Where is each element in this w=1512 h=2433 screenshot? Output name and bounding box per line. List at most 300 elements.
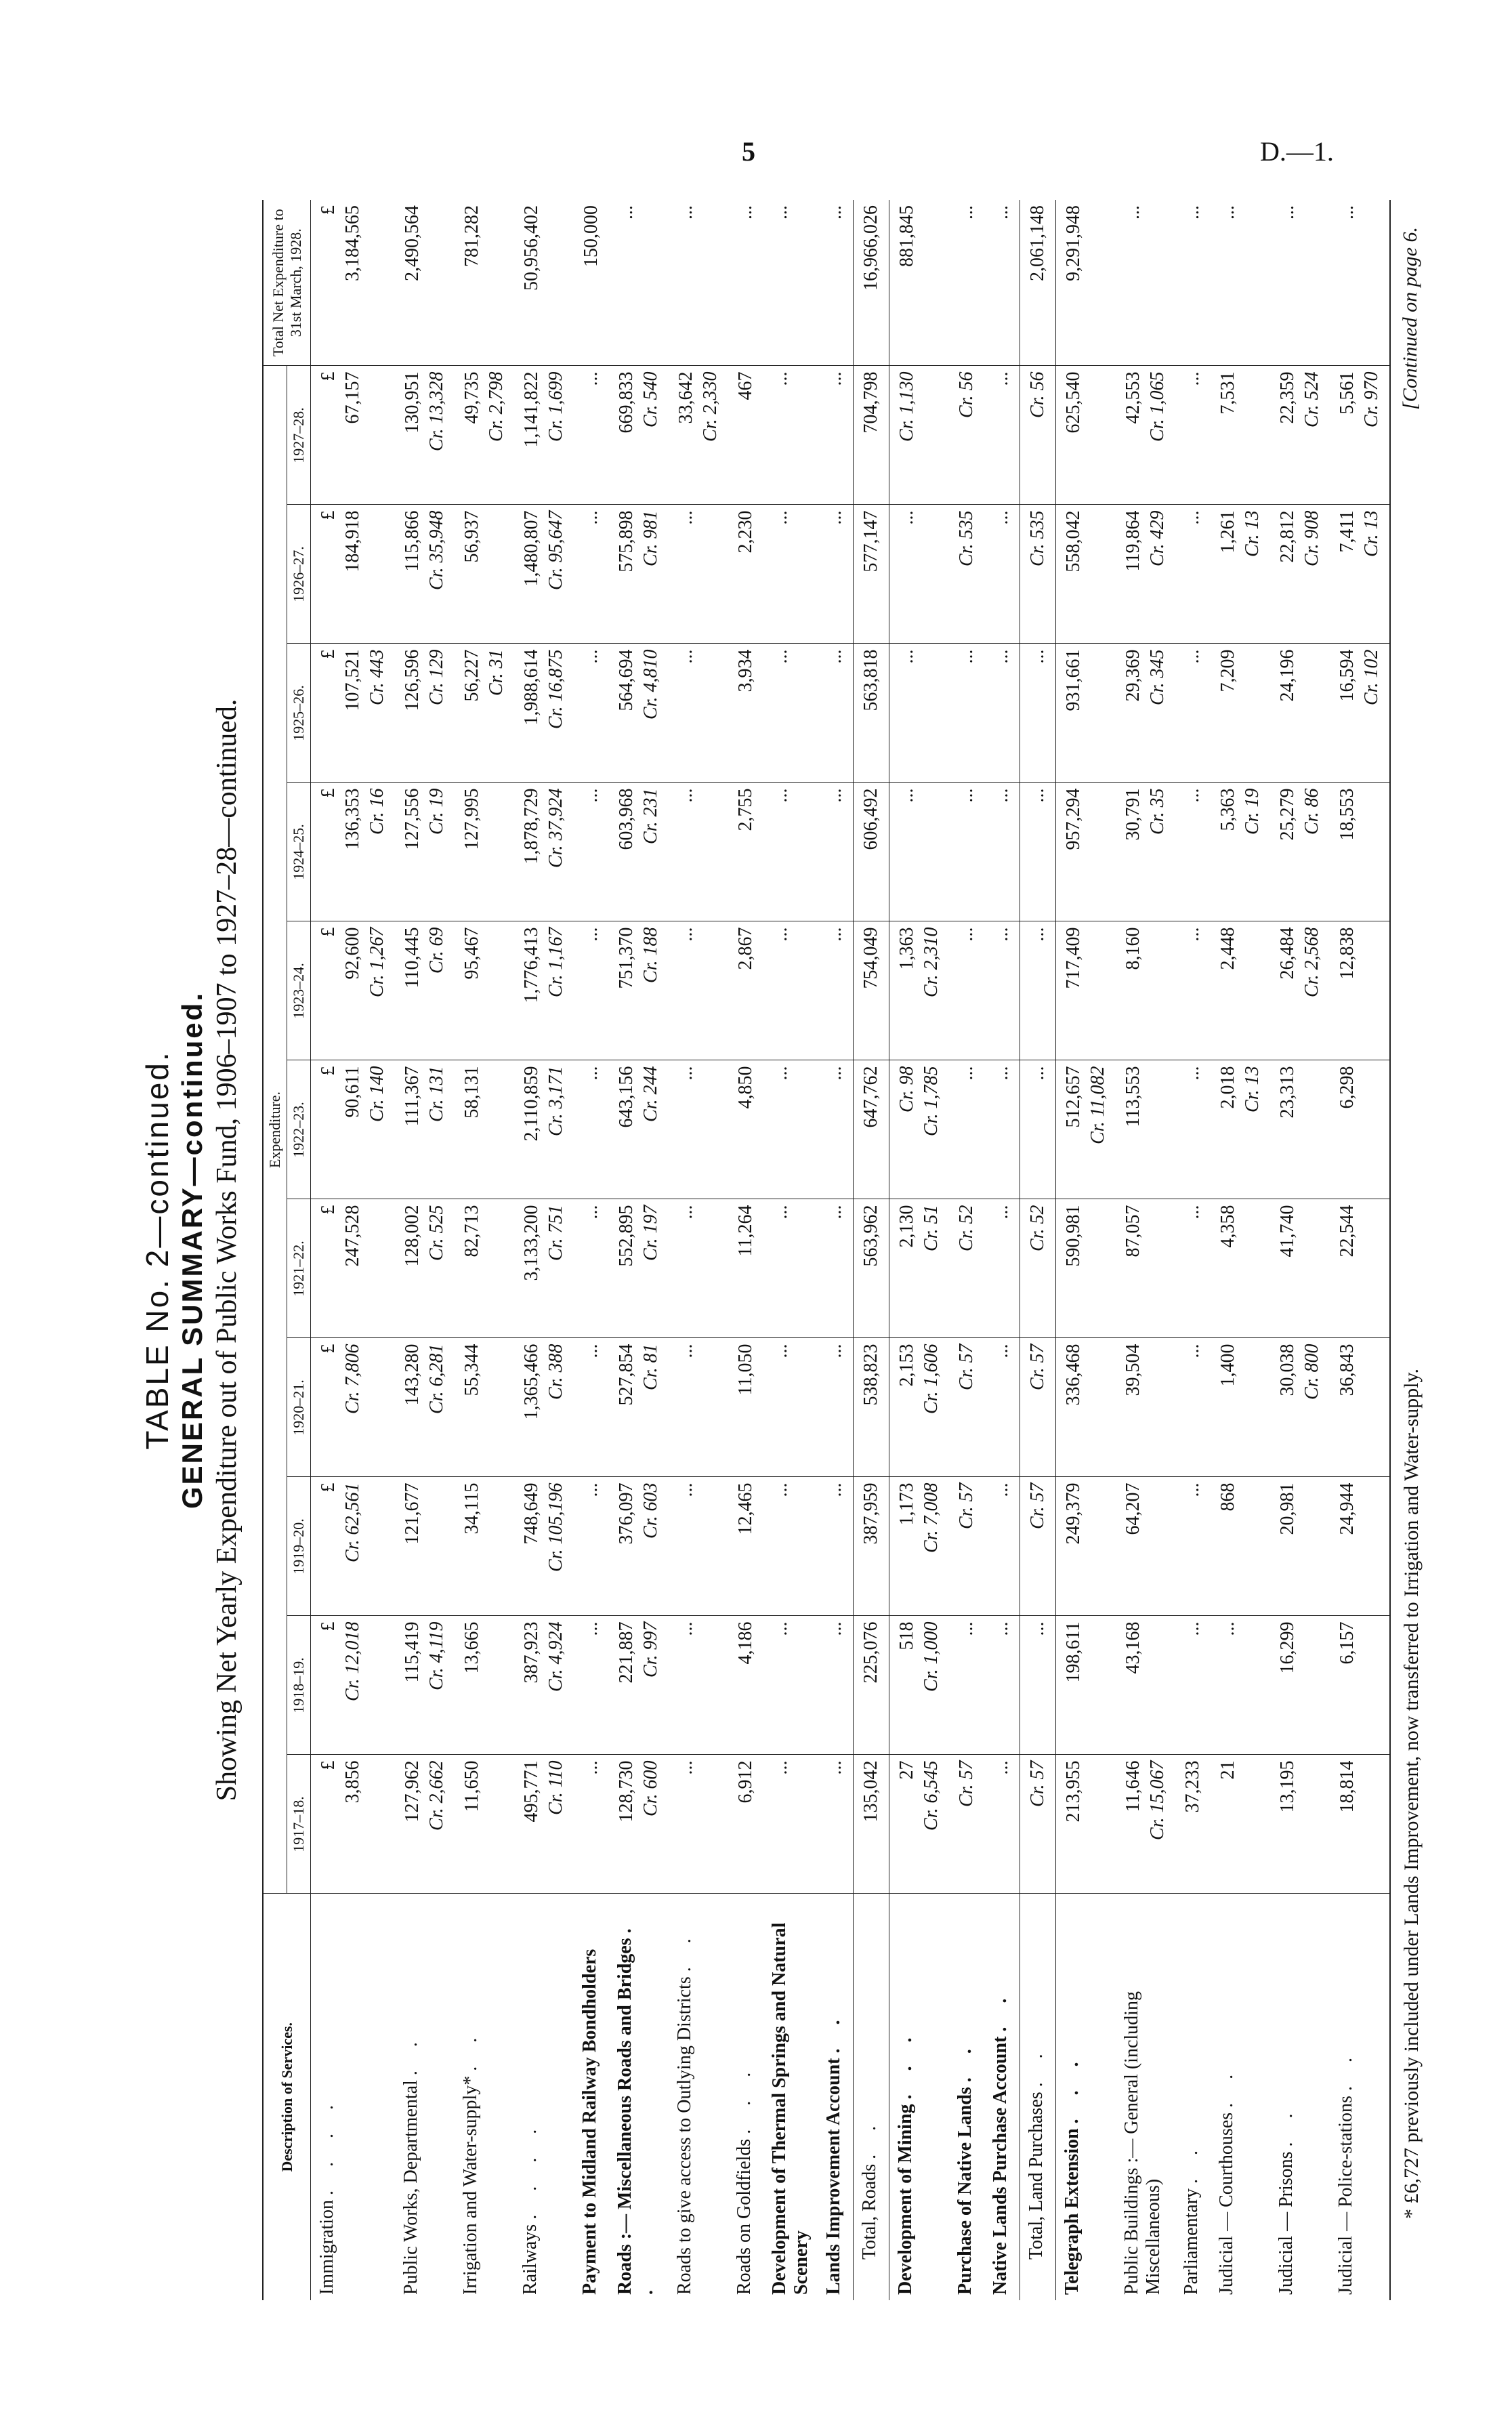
- table-row: [1116, 200, 1175, 2300]
- value-cell: [574, 366, 609, 505]
- cell-value: ...: [824, 788, 845, 803]
- cell-value: 781,282: [461, 205, 482, 267]
- value-cell: [1056, 505, 1116, 644]
- cell-value: 13,665: [461, 1621, 482, 1674]
- cell-value: 43,168: [1122, 1621, 1143, 1674]
- value-cell: [1330, 644, 1390, 783]
- row-label-text: Total, Roads: [859, 2163, 880, 2260]
- cell-value: 184,918: [342, 510, 363, 573]
- cell-value: Cr. 57: [1027, 1344, 1048, 1390]
- cell-value: Cr. 345: [1147, 649, 1168, 705]
- cell-value: 127,962: [402, 1760, 423, 1823]
- value-cell: [311, 783, 396, 921]
- value-cell: [574, 921, 609, 1060]
- cell-value: Cr. 1,785: [921, 1066, 942, 1136]
- cell-value: Cr. 98: [896, 1066, 917, 1112]
- cell-value: £: [318, 649, 339, 659]
- table-row: [1175, 200, 1211, 2300]
- value-cell: [1020, 921, 1056, 1060]
- value-cell: [1056, 1338, 1116, 1477]
- row-label: [669, 1894, 728, 2300]
- value-cell: [854, 644, 889, 783]
- table-row: [669, 200, 728, 2300]
- year-header: 1926–27.: [287, 505, 311, 644]
- cell-value: 590,981: [1063, 1205, 1084, 1267]
- cell-value: 6,912: [735, 1760, 756, 1804]
- cell-value: 150,000: [581, 205, 602, 267]
- cell-value: 1,776,413: [521, 927, 542, 1003]
- value-cell: [395, 783, 455, 921]
- cell-value: Cr. 1,065: [1147, 371, 1168, 442]
- cell-value: Cr. 13,328: [426, 371, 447, 451]
- value-cell: [669, 1060, 728, 1199]
- value-cell: [763, 1060, 818, 1199]
- cell-value: 495,771: [521, 1760, 542, 1823]
- value-cell: [1116, 921, 1175, 1060]
- row-label: [455, 1894, 514, 2300]
- cell-value: ...: [956, 649, 977, 664]
- leader-dots: . .: [1276, 2104, 1297, 2147]
- cell-value: Cr. 908: [1301, 510, 1322, 566]
- cell-value: ...: [770, 1621, 791, 1636]
- value-cell: [1116, 1616, 1175, 1755]
- cell-value: 33,642: [675, 371, 696, 424]
- cell-value: Cr. 19: [426, 788, 447, 835]
- value-cell: [728, 1199, 763, 1338]
- value-cell: [889, 644, 950, 783]
- value-cell: [514, 505, 574, 644]
- row-label-text: Development of Mining: [895, 2104, 916, 2295]
- cell-value: Cr. 13: [1242, 1066, 1263, 1112]
- value-cell: [728, 1755, 763, 1894]
- cell-value: ...: [991, 205, 1012, 220]
- value-cell: [1175, 783, 1211, 921]
- cell-value: Cr. 2,310: [921, 927, 942, 997]
- value-cell: [854, 1755, 889, 1894]
- value-cell: [984, 644, 1020, 783]
- value-cell: [818, 1755, 854, 1894]
- total-cell: [609, 200, 669, 366]
- cell-value: 37,233: [1182, 1760, 1203, 1813]
- year-header: 1919–20.: [287, 1477, 311, 1616]
- leader-dots: . . . .: [316, 2096, 337, 2196]
- cell-value: Cr. 1,000: [921, 1621, 942, 1692]
- cell-value: 30,038: [1277, 1344, 1298, 1396]
- leader-dots: . .: [859, 2116, 880, 2159]
- cell-value: ...: [770, 510, 791, 525]
- cell-value: 2,230: [735, 510, 756, 554]
- value-cell: [1211, 366, 1270, 505]
- cell-value: 198,611: [1063, 1621, 1084, 1683]
- cell-value: ...: [675, 927, 696, 942]
- year-header: 1918–19.: [287, 1616, 311, 1755]
- cell-value: 21: [1217, 1760, 1238, 1780]
- value-cell: [574, 644, 609, 783]
- cell-value: ...: [824, 1344, 845, 1358]
- total-header: Total Net Expenditure to 31st March, 1928.: [263, 200, 311, 366]
- cell-value: 130,951: [402, 371, 423, 434]
- cell-value: Cr. 6,545: [921, 1760, 942, 1831]
- cell-value: 39,504: [1122, 1344, 1143, 1396]
- value-cell: [728, 783, 763, 921]
- cell-value: 2,061,148: [1027, 205, 1048, 281]
- cell-value: Cr. 31: [486, 649, 507, 696]
- value-cell: [1116, 1338, 1175, 1477]
- value-cell: [395, 1199, 455, 1338]
- cell-value: £: [318, 1760, 339, 1770]
- row-label-text: Native Lands Purchase Account: [990, 2036, 1011, 2295]
- document-reference: D.—1.: [1260, 136, 1334, 167]
- value-cell: [949, 1338, 984, 1477]
- cell-value: Cr. 13: [1242, 510, 1263, 557]
- value-cell: [574, 1338, 609, 1477]
- cell-value: 1,173: [896, 1482, 917, 1526]
- cell-value: 2,490,564: [402, 205, 423, 281]
- value-cell: [949, 1199, 984, 1338]
- cell-value: Cr. 800: [1301, 1344, 1322, 1400]
- cell-value: ...: [1182, 1066, 1203, 1081]
- total-cell: [311, 200, 396, 366]
- cell-value: ...: [956, 1621, 977, 1636]
- cell-value: 113,553: [1122, 1066, 1143, 1127]
- value-cell: [1175, 1060, 1211, 1199]
- cell-value: 3,934: [735, 649, 756, 692]
- value-cell: [984, 921, 1020, 1060]
- cell-value: Cr. 525: [426, 1205, 447, 1261]
- cell-value: 29,369: [1122, 649, 1143, 702]
- cell-value: ...: [675, 1205, 696, 1220]
- cell-value: ...: [1182, 510, 1203, 525]
- value-cell: [1020, 783, 1056, 921]
- cell-value: Cr. 4,924: [545, 1621, 566, 1692]
- value-cell: [818, 783, 854, 921]
- page-number: 5: [742, 136, 755, 167]
- value-cell: [669, 783, 728, 921]
- value-cell: [889, 1755, 950, 1894]
- row-label-text: Judicial — Courthouses: [1216, 2112, 1237, 2295]
- cell-value: Cr. 95,647: [545, 510, 566, 590]
- cell-value: Cr. 12,018: [342, 1621, 363, 1701]
- value-cell: [1020, 1477, 1056, 1616]
- value-cell: [1211, 1060, 1270, 1199]
- leader-dots: . .: [1181, 2140, 1202, 2184]
- value-cell: [763, 1477, 818, 1616]
- cell-value: ...: [675, 788, 696, 803]
- leader-dots: . . .: [734, 2062, 755, 2134]
- cell-value: 115,866: [402, 510, 423, 572]
- cell-value: 67,157: [342, 371, 363, 424]
- cell-value: ...: [675, 649, 696, 664]
- table-row: [1056, 200, 1116, 2300]
- cell-value: ...: [824, 1205, 845, 1220]
- row-label-text: Railways: [520, 2224, 541, 2295]
- value-cell: [1330, 1199, 1390, 1338]
- value-cell: [311, 921, 396, 1060]
- value-cell: [1270, 366, 1330, 505]
- leader-dots: . . .: [895, 2028, 916, 2100]
- value-cell: [763, 366, 818, 505]
- value-cell: [1211, 1616, 1270, 1755]
- value-cell: [1270, 1060, 1330, 1199]
- value-cell: [1175, 921, 1211, 1060]
- cell-value: ...: [991, 510, 1012, 525]
- cell-value: ...: [581, 649, 602, 664]
- value-cell: [854, 1199, 889, 1338]
- cell-value: Cr. 2,330: [700, 371, 721, 442]
- cell-value: 90,611: [342, 1066, 363, 1118]
- row-label-text: Telegraph Extension: [1062, 2128, 1083, 2295]
- value-cell: [455, 1755, 514, 1894]
- leader-dots: . .: [823, 2010, 844, 2054]
- cell-value: ...: [956, 1066, 977, 1081]
- cell-value: ...: [770, 371, 791, 386]
- year-header: 1920–21.: [287, 1338, 311, 1477]
- value-cell: [818, 1060, 854, 1199]
- total-cell: [818, 200, 854, 366]
- value-cell: [395, 1616, 455, 1755]
- cell-value: 111,367: [402, 1066, 423, 1127]
- value-cell: [609, 783, 669, 921]
- cell-value: 575,898: [616, 510, 637, 573]
- value-cell: [1330, 921, 1390, 1060]
- total-cell: [889, 200, 950, 366]
- value-cell: [1330, 1338, 1390, 1477]
- cell-value: Cr. 997: [640, 1621, 661, 1678]
- row-label-text: Immigration: [316, 2200, 337, 2295]
- value-cell: [514, 1477, 574, 1616]
- value-cell: [1211, 1338, 1270, 1477]
- table-row: [818, 200, 854, 2300]
- value-cell: [669, 505, 728, 644]
- cell-value: £: [318, 788, 339, 798]
- cell-value: ...: [956, 927, 977, 942]
- row-label: [395, 1894, 455, 2300]
- cell-value: 2,867: [735, 927, 756, 970]
- cell-value: Cr. 1,130: [896, 371, 917, 442]
- row-label-text: Roads to give access to Outlying Districts: [674, 1976, 695, 2295]
- cell-value: 115,419: [402, 1621, 423, 1683]
- value-cell: [609, 366, 669, 505]
- value-cell: [1116, 644, 1175, 783]
- cell-value: 30,791: [1122, 788, 1143, 841]
- value-cell: [455, 1338, 514, 1477]
- value-cell: [609, 1477, 669, 1616]
- value-cell: [854, 505, 889, 644]
- cell-value: Cr. 86: [1301, 788, 1322, 835]
- value-cell: [514, 783, 574, 921]
- value-cell: [889, 1338, 950, 1477]
- cell-value: ...: [991, 788, 1012, 803]
- value-cell: [889, 1060, 950, 1199]
- cell-value: 606,492: [860, 788, 881, 850]
- value-cell: [763, 1755, 818, 1894]
- cell-value: 3,856: [342, 1760, 363, 1804]
- cell-value: ...: [581, 788, 602, 803]
- value-cell: [574, 1755, 609, 1894]
- value-cell: [949, 366, 984, 505]
- cell-value: ...: [1182, 927, 1203, 942]
- table-row: [728, 200, 763, 2300]
- value-cell: [889, 1199, 950, 1338]
- year-header: 1927–28.: [287, 366, 311, 505]
- table-row: [1211, 200, 1270, 2300]
- table-title: TABLE No. 2—continued.: [140, 1050, 175, 1450]
- cell-value: ...: [1182, 788, 1203, 803]
- cell-value: £: [318, 1344, 339, 1354]
- cell-value: Cr. 4,810: [640, 649, 661, 720]
- cell-value: Cr. 140: [366, 1066, 387, 1122]
- cell-value: Cr. 56: [1027, 371, 1048, 418]
- cell-value: ...: [991, 1066, 1012, 1081]
- cell-value: 717,409: [1063, 927, 1084, 989]
- year-header: 1921–22.: [287, 1199, 311, 1338]
- cell-value: ...: [770, 649, 791, 664]
- value-cell: [854, 1616, 889, 1755]
- total-cell: [763, 200, 818, 366]
- cell-value: ...: [770, 788, 791, 803]
- cell-value: 26,484: [1277, 927, 1298, 980]
- cell-value: ...: [770, 1066, 791, 1081]
- cell-value: 22,812: [1277, 510, 1298, 563]
- value-cell: [514, 1060, 574, 1199]
- value-cell: [669, 1477, 728, 1616]
- value-cell: [1211, 921, 1270, 1060]
- row-label-text: Judicial — Police-stations: [1335, 2096, 1356, 2295]
- value-cell: [728, 1338, 763, 1477]
- value-cell: [763, 1616, 818, 1755]
- cell-value: ...: [991, 1482, 1012, 1497]
- cell-value: 603,968: [616, 788, 637, 850]
- value-cell: [455, 366, 514, 505]
- value-cell: [1116, 1477, 1175, 1616]
- value-cell: [1270, 783, 1330, 921]
- row-label-text: Public Buildings :— General (including Miscellaneous): [1121, 1991, 1164, 2295]
- cell-value: ...: [581, 927, 602, 942]
- row-label-text: Purchase of Native Lands: [954, 2087, 975, 2295]
- value-cell: [395, 505, 455, 644]
- row-label: [949, 1894, 984, 2300]
- value-cell: [1056, 921, 1116, 1060]
- cell-value: Cr. 443: [366, 649, 387, 705]
- cell-value: Cr. 540: [640, 371, 661, 428]
- value-cell: [574, 1616, 609, 1755]
- cell-value: 558,042: [1063, 510, 1084, 573]
- value-cell: [395, 644, 455, 783]
- cell-value: Cr. 524: [1301, 371, 1322, 428]
- value-cell: [1175, 1338, 1211, 1477]
- value-cell: [889, 1616, 950, 1755]
- value-cell: [728, 1616, 763, 1755]
- cell-value: Cr. 429: [1147, 510, 1168, 566]
- rotated-table-sheet: [139, 200, 1423, 2300]
- cell-value: ...: [770, 1344, 791, 1358]
- value-cell: [514, 644, 574, 783]
- cell-value: 34,115: [461, 1482, 482, 1535]
- cell-value: ...: [675, 1760, 696, 1775]
- value-cell: [669, 921, 728, 1060]
- value-cell: [728, 366, 763, 505]
- row-label-text: Judicial — Prisons: [1276, 2151, 1297, 2295]
- value-cell: [763, 644, 818, 783]
- cell-value: 512,657: [1063, 1066, 1084, 1128]
- cell-value: 1,365,466: [521, 1344, 542, 1420]
- cell-value: ...: [896, 649, 917, 664]
- row-label: [1020, 1894, 1056, 2300]
- cell-value: 56,227: [461, 649, 482, 702]
- cell-value: ...: [616, 205, 637, 220]
- cell-value: Cr. 129: [426, 649, 447, 705]
- cell-value: 20,981: [1277, 1482, 1298, 1535]
- row-label: [1116, 1894, 1175, 2300]
- value-cell: [455, 505, 514, 644]
- cell-value: ...: [824, 649, 845, 664]
- cell-value: 56,937: [461, 510, 482, 563]
- cell-value: ...: [824, 371, 845, 386]
- row-label: [889, 1894, 950, 2300]
- cell-value: 95,467: [461, 927, 482, 980]
- value-cell: [728, 1477, 763, 1616]
- value-cell: [1211, 644, 1270, 783]
- cell-value: 7,209: [1217, 649, 1238, 692]
- cell-value: Cr. 56: [956, 371, 977, 418]
- cell-value: 8,160: [1122, 927, 1143, 970]
- cell-value: 881,845: [896, 205, 917, 267]
- cell-value: £: [318, 1482, 339, 1493]
- cell-value: 12,838: [1337, 927, 1358, 980]
- cell-value: ...: [1217, 205, 1238, 220]
- value-cell: [728, 1060, 763, 1199]
- cell-value: Cr. 52: [1027, 1205, 1048, 1251]
- total-cell: [1056, 200, 1116, 366]
- cell-value: 249,379: [1063, 1482, 1084, 1545]
- value-cell: [1330, 1477, 1390, 1616]
- value-cell: [984, 783, 1020, 921]
- value-cell: [889, 921, 950, 1060]
- row-label-text: Development of Thermal Springs and Natural Scenery: [769, 1922, 812, 2295]
- value-cell: [311, 505, 396, 644]
- value-cell: [609, 1338, 669, 1477]
- cell-value: 2,755: [735, 788, 756, 831]
- value-cell: [1175, 366, 1211, 505]
- value-cell: [311, 644, 396, 783]
- cell-value: £: [318, 510, 339, 520]
- cell-value: 1,141,822: [521, 371, 542, 448]
- value-cell: [818, 1338, 854, 1477]
- value-cell: [395, 921, 455, 1060]
- cell-value: 6,157: [1337, 1621, 1358, 1665]
- value-cell: [514, 1616, 574, 1755]
- cell-value: ...: [1217, 1621, 1238, 1636]
- year-header: 1922–23.: [287, 1060, 311, 1199]
- value-cell: [609, 921, 669, 1060]
- leader-dots: . .: [400, 2033, 421, 2076]
- cell-value: 12,465: [735, 1482, 756, 1535]
- cell-value: ...: [896, 510, 917, 525]
- cell-value: Cr. 2,568: [1301, 927, 1322, 997]
- value-cell: [455, 1477, 514, 1616]
- cell-value: 2,448: [1217, 927, 1238, 970]
- description-header: Description of Services.: [263, 1894, 311, 2300]
- value-cell: [1270, 644, 1330, 783]
- table-row: [949, 200, 984, 2300]
- value-cell: [854, 1060, 889, 1199]
- cell-value: 625,540: [1063, 371, 1084, 434]
- value-cell: [854, 1477, 889, 1616]
- leader-dots: . . . .: [520, 2119, 541, 2220]
- cell-value: Cr. 11,082: [1087, 1066, 1108, 1144]
- table-row: [1020, 200, 1056, 2300]
- total-cell: [574, 200, 609, 366]
